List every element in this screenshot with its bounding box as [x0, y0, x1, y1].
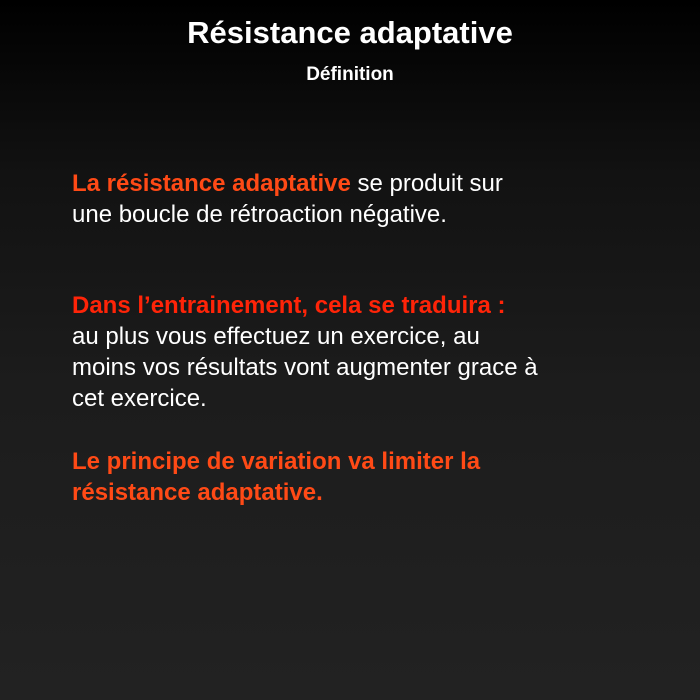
variation-line-1: Le principe de variation va limiter la [72, 448, 481, 475]
variation-paragraph [72, 446, 632, 508]
variation-line-2: résistance adaptative. [72, 479, 323, 506]
training-line-2: moins vos résultats vont augmenter grace à [72, 354, 538, 381]
training-line-3: cet exercice. [72, 385, 207, 412]
definition-highlight: La résistance adaptative [72, 170, 351, 197]
training-line-1: au plus vous effectuez un exercice, au [72, 323, 480, 350]
training-paragraph [72, 290, 632, 414]
definition-paragraph [72, 168, 632, 230]
definition-text-part1: se produit sur [350, 170, 503, 197]
slide-title: Résistance adaptative [187, 15, 513, 50]
definition-text-part2: une boucle de rétroaction négative. [72, 201, 447, 228]
slide-subtitle: Définition [306, 64, 394, 85]
training-heading: Dans l’entrainement, cela se traduira : [72, 292, 506, 319]
